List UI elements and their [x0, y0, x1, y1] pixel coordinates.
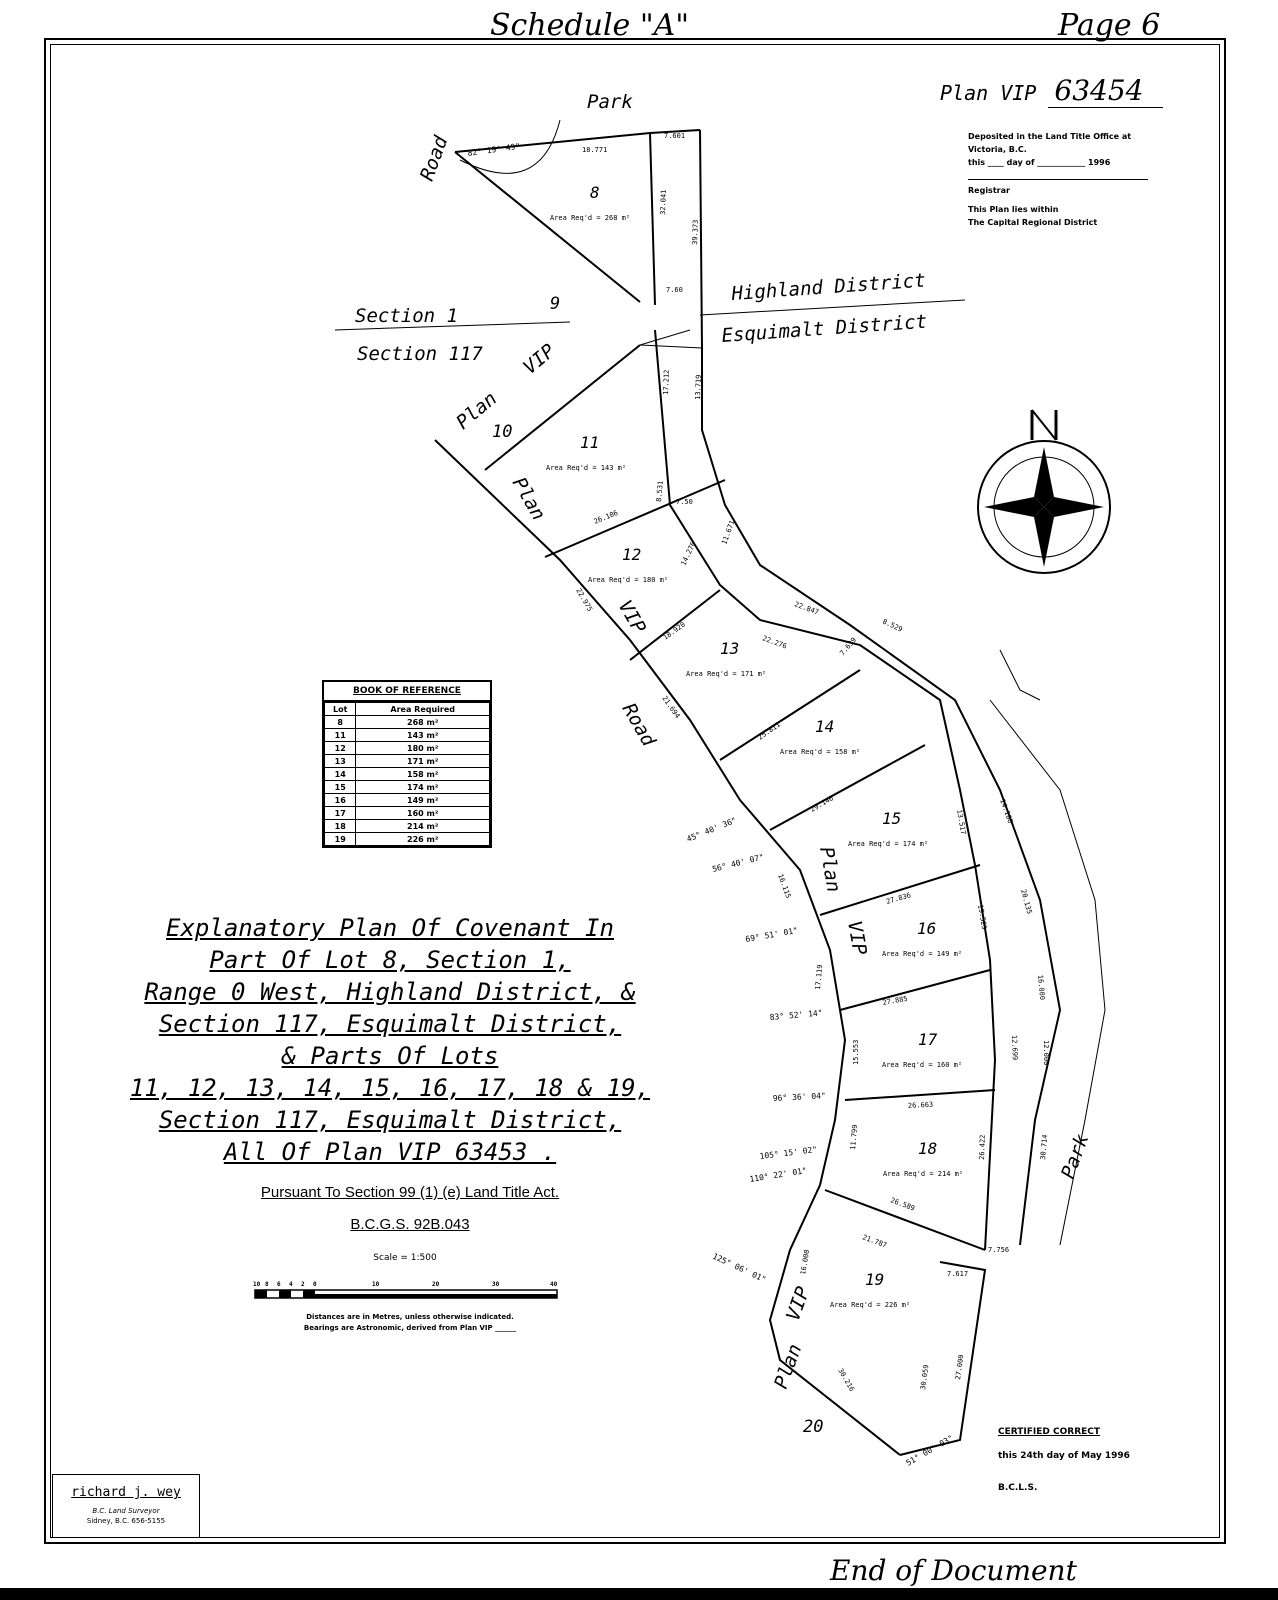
dim-label: 7.60 — [666, 286, 683, 294]
dim-label: 18.920 — [661, 620, 687, 642]
dim-label: 14.276 — [679, 540, 698, 567]
section-117-label: Section 117 — [357, 343, 483, 365]
lot-13 — [686, 639, 766, 678]
lot-12 — [588, 545, 668, 584]
esquimalt-district-label: Esquimalt District — [720, 310, 928, 347]
bearing-label: 125° 06' 01" — [711, 1251, 768, 1285]
lot-cell: 11 — [325, 729, 356, 742]
lot-cell: 12 — [325, 742, 356, 755]
scale-tick: 10 — [372, 1281, 380, 1288]
lot19-boundary — [900, 1262, 985, 1455]
lot-8-number: 8 — [590, 183, 600, 202]
lot-12-number: 12 — [622, 545, 642, 564]
dim-label: 32.041 — [659, 189, 668, 216]
dim-label: 26.589 — [889, 1196, 916, 1213]
area-cell: 160 m² — [356, 807, 490, 820]
lot8-south-west-line — [455, 152, 640, 302]
lot-13-area: Area Req'd = 171 m² — [686, 670, 767, 678]
dim-label: 8.531 — [655, 480, 665, 503]
lot-cell: 18 — [325, 820, 356, 833]
table-row — [325, 755, 490, 768]
area-cell: 149 m² — [356, 794, 490, 807]
dim-label: 39.373 — [691, 219, 700, 246]
note-distances: Distances are in Metres, unless otherwise indicated. — [306, 1313, 514, 1321]
plan-label-b: Plan — [507, 473, 550, 525]
table-row — [325, 729, 490, 742]
scale-label: Scale = 1:500 — [373, 1253, 437, 1263]
scale-tick: 8 — [265, 1281, 269, 1288]
scale-tick: 10 — [253, 1281, 261, 1288]
area-cell: 180 m² — [356, 742, 490, 755]
dim-label: 27.000 — [954, 1354, 966, 1381]
bearing-label: 51° 00' 03" — [904, 1433, 955, 1468]
book-of-reference-title: BOOK OF REFERENCE — [324, 682, 490, 702]
dim-label: 11.799 — [849, 1124, 860, 1151]
dim-label: 22.975 — [574, 587, 594, 613]
dim-label: 17.119 — [814, 964, 825, 991]
dim-label: 12.699 — [1010, 1034, 1019, 1061]
explanatory-line: 11, 12, 13, 14, 15, 16, 17, 18 & 19, — [129, 1074, 651, 1102]
dim-label: 30.216 — [836, 1367, 856, 1393]
scale-tick: 30 — [492, 1281, 500, 1288]
column-header: Area Required — [356, 703, 490, 716]
deposit-line-5: The Capital Regional District — [968, 218, 1098, 227]
plan-label-d: Plan — [770, 1341, 807, 1392]
lot-cell: 19 — [325, 833, 356, 846]
pursuant-line: Pursuant To Section 99 (1) (e) Land Title Act. — [260, 1184, 560, 1201]
dim-label: 30.714 — [1039, 1134, 1050, 1161]
lot-11-number: 11 — [580, 433, 600, 452]
lot-18 — [883, 1139, 963, 1178]
dim-label: 29.146 — [809, 794, 835, 814]
lot-cell: 13 — [325, 755, 356, 768]
scale-tick: 2 — [301, 1281, 305, 1288]
end-of-document-note: End of Document — [830, 1554, 1077, 1587]
dim-label: 21.787 — [861, 1233, 888, 1250]
table-row — [325, 820, 490, 833]
table-row — [325, 833, 490, 846]
lot-cell: 16 — [325, 794, 356, 807]
lot-18-number: 18 — [918, 1139, 938, 1158]
certified-block — [998, 1420, 1178, 1500]
lot8-covenant-west — [650, 133, 655, 305]
dim-label: 14.186 — [998, 797, 1015, 825]
lot-17-area: Area Req'd = 160 m² — [882, 1061, 963, 1069]
lot-15-number: 15 — [882, 809, 902, 828]
dim-label: 22.276 — [761, 634, 788, 651]
dim-label: 16.115 — [776, 872, 793, 900]
dim-label: 13.517 — [955, 808, 968, 836]
surveyor-address: Sidney, B.C. 656-5155 — [86, 1517, 166, 1525]
bcls-label: B.C.L.S. — [998, 1483, 1038, 1493]
lot17-18-divider — [845, 1090, 995, 1100]
lot-20-label: 20 — [803, 1417, 824, 1437]
dim-label: 17.212 — [662, 369, 671, 396]
area-cell: 268 m² — [356, 716, 490, 729]
dim-label: 26.422 — [978, 1134, 987, 1161]
lot-14-number: 14 — [815, 717, 835, 736]
lot-10-label: 10 — [492, 422, 513, 442]
vip-label-b: VIP — [613, 596, 650, 638]
park-label-top: Park — [587, 91, 633, 113]
table-row — [325, 807, 490, 820]
bearing-label: 69° 51' 01" — [744, 925, 799, 944]
lot-16 — [882, 919, 962, 958]
dim-label: 7.756 — [988, 1246, 1010, 1254]
highland-district-label: Highland District — [730, 269, 927, 305]
lot-19 — [830, 1270, 910, 1309]
scale-tick: 40 — [550, 1281, 558, 1288]
book-of-reference-table — [324, 702, 490, 846]
dim-label: 7.639 — [838, 635, 859, 658]
dim-label: 16.000 — [1036, 974, 1047, 1001]
lot-15-area: Area Req'd = 174 m² — [848, 840, 929, 848]
dim-label: 25.811 — [756, 720, 782, 742]
vip-label-d: VIP — [782, 1283, 815, 1324]
section-corner — [640, 330, 702, 348]
deposit-line-4: This Plan lies within — [968, 205, 1059, 214]
scale-bar — [253, 1281, 558, 1298]
area-cell: 158 m² — [356, 768, 490, 781]
bearing-label: 83° 52' 14" — [769, 1008, 823, 1022]
plan-notes — [250, 1312, 570, 1334]
lot-17-number: 17 — [918, 1030, 938, 1049]
table-row — [325, 794, 490, 807]
explanatory-line: Explanatory Plan Of Covenant In — [166, 914, 614, 942]
deposit-line-2: Victoria, B.C. — [968, 145, 1027, 154]
dim-label: 22.847 — [793, 600, 820, 617]
dim-label: 11.671 — [720, 519, 737, 546]
dim-label: 20.135 — [1019, 888, 1034, 915]
area-cell: 226 m² — [356, 833, 490, 846]
column-header: Lot — [325, 703, 356, 716]
bearing-label: 45° 40' 36" — [685, 815, 738, 844]
dim-label: 15.553 — [852, 1039, 860, 1065]
lot-14 — [780, 717, 860, 756]
bearing-label: 105° 15' 02" — [759, 1145, 818, 1161]
schedule-title: Schedule "A" — [490, 8, 690, 43]
lot-13-number: 13 — [720, 639, 740, 658]
lot-cell: 17 — [325, 807, 356, 820]
area-cell: 143 m² — [356, 729, 490, 742]
deposit-line-3: this ____ day of ____________ 1996 — [968, 158, 1111, 167]
dim-label: 30.059 — [919, 1364, 931, 1391]
dim-label: 18.771 — [582, 146, 608, 154]
scale-tick: 20 — [432, 1281, 440, 1288]
dim-label: 16.000 — [799, 1249, 812, 1276]
surveyor-name: richard j. wey — [71, 1485, 181, 1500]
covenant-east-line — [702, 348, 1060, 1245]
lot-11-area: Area Req'd = 143 m² — [546, 464, 627, 472]
surveyor-title: B.C. Land Surveyor — [92, 1507, 160, 1515]
lot-cell: 14 — [325, 768, 356, 781]
lot-19-number: 19 — [865, 1270, 885, 1289]
park-label-right: Park — [1057, 1131, 1094, 1182]
dim-label: 26.106 — [592, 508, 620, 526]
bearing-label: 82° 19' 49" — [467, 141, 521, 158]
scan-edge-bar — [0, 1588, 1278, 1600]
lot-cell: 15 — [325, 781, 356, 794]
explanatory-line: All Of Plan VIP 63453 . — [223, 1138, 557, 1166]
plan-number-prefix: Plan VIP — [940, 81, 1037, 105]
certified-title: CERTIFIED CORRECT — [998, 1427, 1101, 1437]
scale-tick: 4 — [289, 1281, 293, 1288]
park-boundary-east — [990, 700, 1105, 1245]
table-row — [325, 768, 490, 781]
lot-16-area: Area Req'd = 149 m² — [882, 950, 963, 958]
lot-19-area: Area Req'd = 226 m² — [830, 1301, 911, 1309]
explanatory-line: & Parts Of Lots — [281, 1042, 499, 1070]
certified-date: this 24th day of May 1996 — [998, 1451, 1130, 1461]
explanatory-line: Section 117, Esquimalt District, — [158, 1010, 622, 1038]
dim-label: 27.836 — [885, 891, 912, 906]
scale-tick: 6 — [277, 1281, 281, 1288]
explanatory-line: Section 117, Esquimalt District, — [158, 1106, 622, 1134]
lot13-14-divider — [720, 670, 860, 760]
dim-label: 7.50 — [676, 498, 693, 506]
dim-label: 7.617 — [947, 1270, 969, 1278]
explanatory-title — [100, 912, 680, 1168]
bearing-label: 96° 36' 04" — [772, 1091, 827, 1103]
scale-tick: 0 — [313, 1281, 317, 1288]
bcgs-number: B.C.G.S. 92B.043 — [350, 1216, 470, 1233]
explanatory-line: Range 0 West, Highland District, & — [144, 978, 636, 1006]
table-row — [325, 742, 490, 755]
lot-15 — [848, 809, 928, 848]
park-edge — [1000, 650, 1040, 700]
table-row — [325, 781, 490, 794]
lot-14-area: Area Req'd = 158 m² — [780, 748, 861, 756]
plan-label-c: Plan — [815, 845, 845, 894]
lot-16-number: 16 — [917, 919, 937, 938]
explanatory-line: Part Of Lot 8, Section 1, — [209, 946, 571, 974]
dim-label: 27.885 — [881, 994, 909, 1007]
page-number: Page 6 — [1058, 8, 1161, 43]
area-cell: 171 m² — [356, 755, 490, 768]
road-label-top: Road — [416, 133, 453, 184]
lot14-15-divider — [770, 745, 925, 830]
surveyor-stamp — [52, 1474, 200, 1538]
area-cell: 214 m² — [356, 820, 490, 833]
dim-label: 26.663 — [907, 1100, 934, 1110]
dim-label: 19.525 — [976, 903, 989, 931]
lot-cell: 8 — [325, 716, 356, 729]
lot-17 — [882, 1030, 962, 1069]
section-1-label: Section 1 — [355, 305, 458, 327]
lot-8 — [550, 183, 630, 222]
note-bearings: Bearings are Astronomic, derived from Plan VIP ______ — [303, 1324, 517, 1332]
plan-label-a: Plan — [452, 387, 502, 434]
lot10-11-divider — [485, 345, 640, 470]
lot16-17-divider — [840, 970, 990, 1010]
bearing-labels — [467, 142, 955, 1468]
road-label-mid: Road — [617, 699, 660, 751]
dim-label: 12.000 — [1042, 1040, 1050, 1066]
lot-12-area: Area Req'd = 180 m² — [588, 576, 669, 584]
lot-9-label: 9 — [550, 294, 561, 314]
table-row — [325, 716, 490, 729]
plan-number-value: 63454 — [1048, 74, 1163, 108]
vip-label-c: VIP — [843, 919, 871, 957]
bearing-label: 110° 22' 01" — [748, 1166, 808, 1184]
deposit-line-1: Deposited in the Land Title Office at — [968, 132, 1132, 141]
lot-11 — [546, 433, 626, 472]
dim-label: 7.601 — [664, 132, 686, 140]
registrar-label: Registrar — [968, 186, 1010, 195]
covenant-west-line — [655, 330, 995, 1250]
vip-label-a: VIP — [519, 339, 560, 379]
bearing-label: 56° 40' 07" — [711, 852, 765, 874]
lot18-19-divider — [825, 1190, 985, 1250]
dim-label: 21.694 — [660, 694, 682, 720]
area-cell: 174 m² — [356, 781, 490, 794]
dim-label: 13.719 — [694, 374, 703, 401]
book-of-reference — [322, 680, 492, 848]
dim-label: 8.529 — [881, 617, 904, 634]
lot-18-area: Area Req'd = 214 m² — [883, 1170, 964, 1178]
lot-8-area: Area Req'd = 268 m² — [550, 214, 631, 222]
north-arrow-icon — [978, 410, 1110, 573]
